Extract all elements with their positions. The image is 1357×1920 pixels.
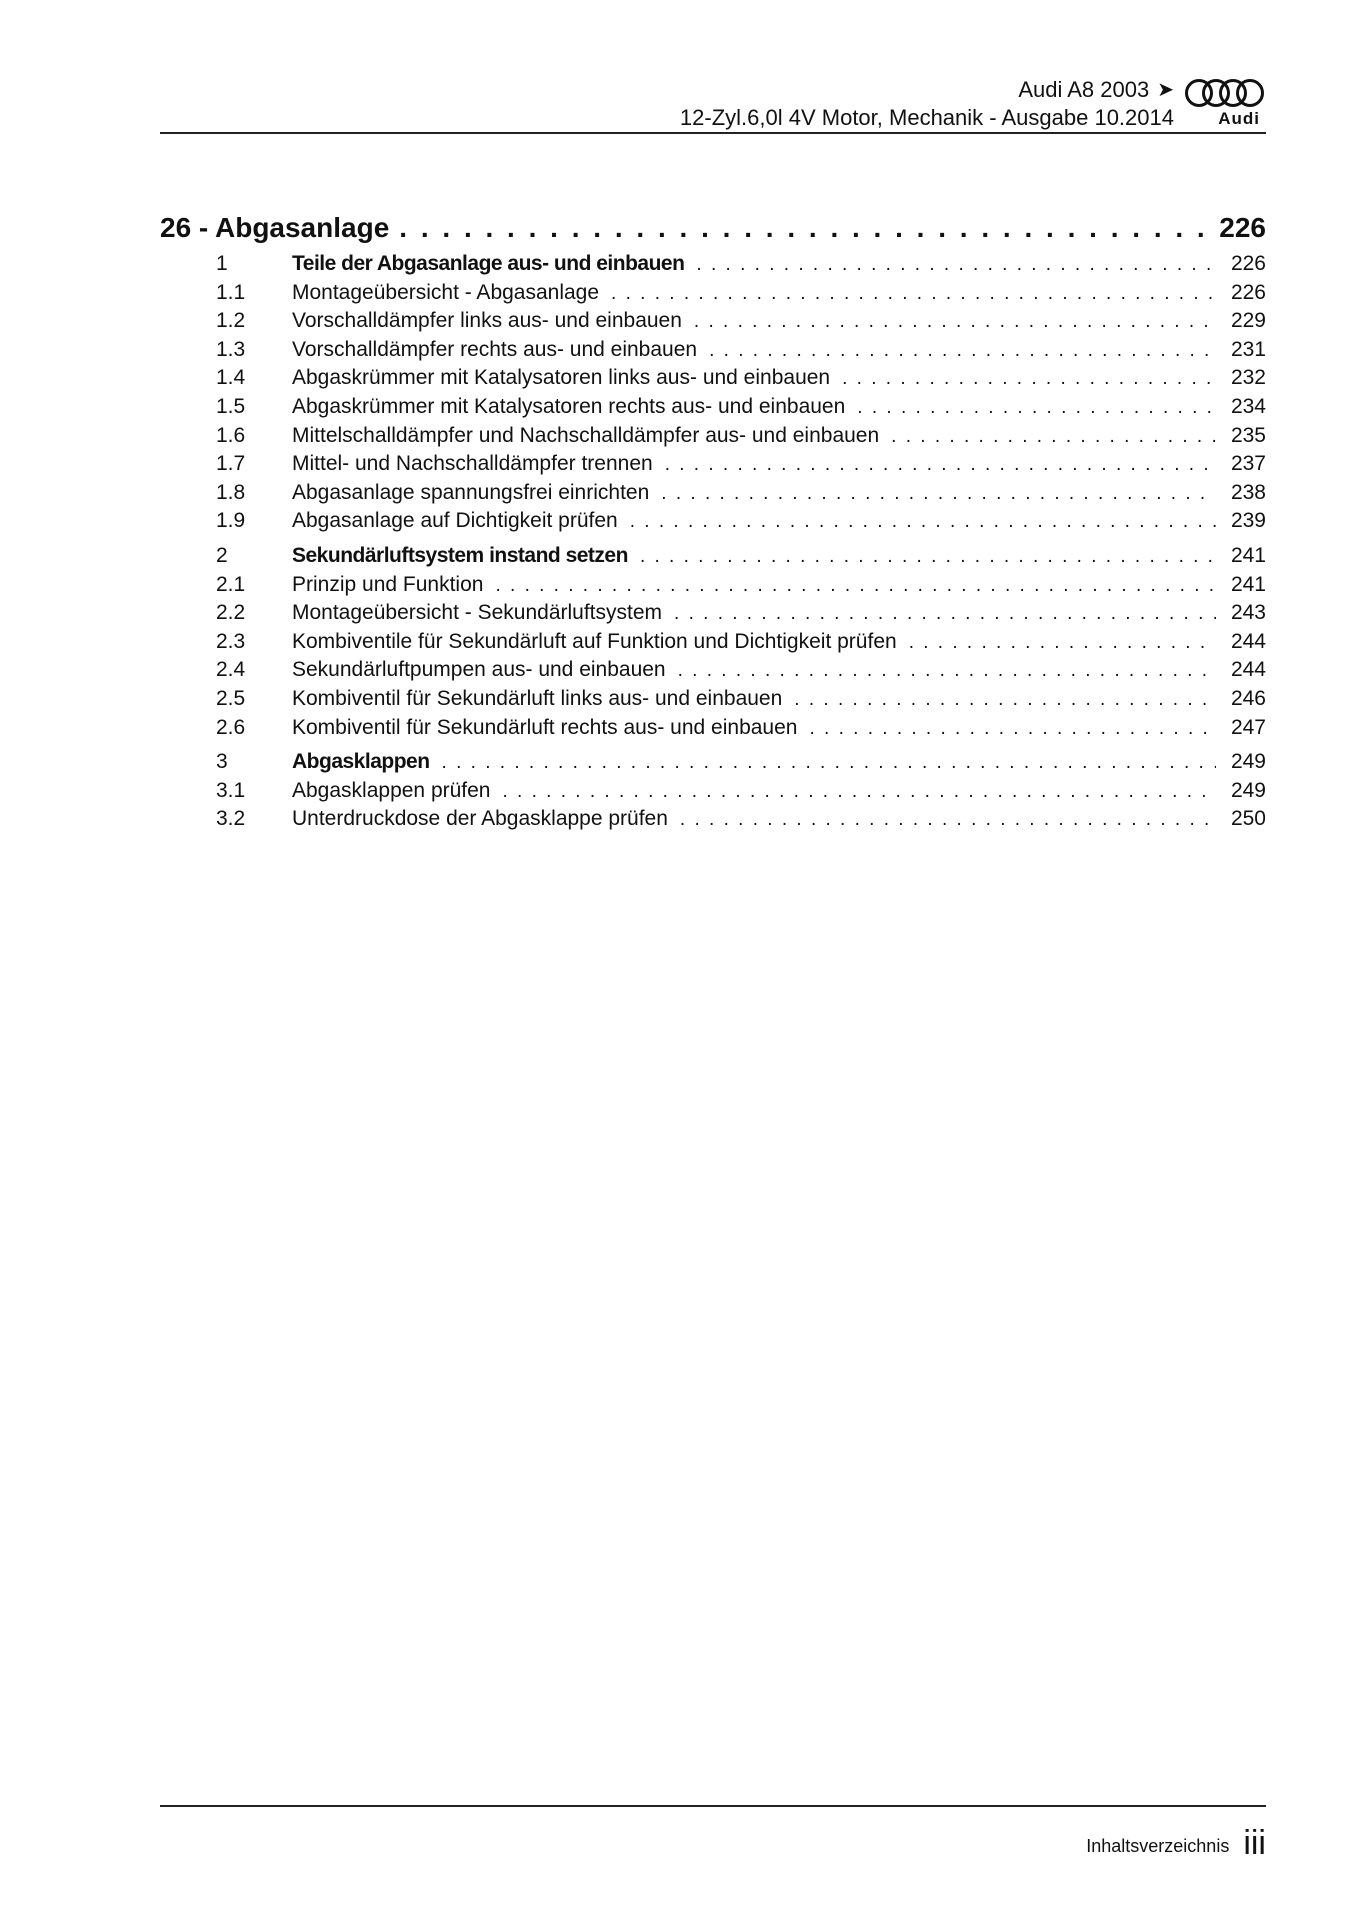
entry-title: Sekundärluftpumpen aus- und einbauen [292,658,666,682]
entry-title: Teile der Abgasanlage aus- und einbauen [292,252,685,275]
entry-number: 1.1 [216,280,246,304]
entry-title: Mittel- und Nachschalldämpfer trennen [292,452,653,476]
toc-entry[interactable] [160,364,1266,393]
header-model-line [680,76,1174,104]
toc-entry[interactable] [160,307,1266,336]
manual-subtitle: 12-Zyl.6,0l 4V Motor, Mechanik - Ausgabe 10.2014 [679,105,1174,130]
dot-leader [630,508,1216,537]
entry-page: 234 [1230,394,1266,418]
entry-page: 235 [1230,423,1266,447]
header-text [680,76,1174,132]
footer-label: Inhaltsverzeichnis [1086,1836,1230,1856]
entry-page: 229 [1230,309,1266,333]
entry-number: 3.1 [216,778,246,802]
entry-page: 226 [1230,252,1266,275]
entry-number: 2.5 [216,686,246,710]
toc-entry[interactable] [160,571,1266,600]
toc-entry[interactable] [160,714,1266,743]
entry-page: 247 [1230,715,1266,739]
page-footer [1086,1826,1266,1860]
entry-number: 2.1 [216,572,246,596]
entry-number: 2.2 [216,601,246,625]
entry-title: Kombiventile für Sekundärluft auf Funktion und Dichtigkeit prüfen [292,629,897,653]
dot-leader [665,451,1216,480]
entry-title: Kombiventil für Sekundärluft rechts aus- und einbauen [292,715,798,739]
entry-page: 238 [1230,480,1266,504]
dot-leader [503,778,1217,807]
entry-title: Abgaskrümmer mit Katalysatoren rechts aus- und einbauen [292,394,846,418]
toc-entry[interactable] [160,336,1266,365]
entry-title: Abgasanlage spannungsfrei einrichten [292,480,650,504]
dot-leader [891,423,1216,452]
dot-leader [442,749,1216,778]
entry-number: 1.6 [216,423,246,447]
entry-title: Unterdruckdose der Abgasklappe prüfen [292,807,668,831]
entry-title: Vorschalldämpfer links aus- und einbauen [292,309,682,333]
entry-page: 232 [1230,366,1266,390]
entry-number: 3.2 [216,807,246,831]
toc-section-entry[interactable] [160,250,1266,279]
toc-entry[interactable] [160,279,1266,308]
entry-title: Sekundärluftsystem instand setzen [292,543,628,567]
entry-page: 241 [1230,572,1266,596]
dot-leader [680,806,1216,835]
entry-page: 226 [1230,280,1266,304]
entry-page: 250 [1230,807,1266,831]
dot-leader [842,365,1216,394]
entry-page: 231 [1230,337,1266,361]
toc-entry[interactable] [160,599,1266,628]
entry-title: Kombiventil für Sekundärluft links aus- und einbauen [292,686,783,710]
chapter-page: 226 [1219,212,1266,243]
toc-entry[interactable] [160,777,1266,806]
entry-number: 1.5 [216,394,246,418]
entry-number: 3 [216,750,228,774]
entry-title: Abgasklappen prüfen [292,778,491,802]
toc-entry[interactable] [160,422,1266,451]
dot-leader [678,657,1216,686]
entry-page: 239 [1230,509,1266,533]
entry-number: 2.4 [216,658,246,682]
entry-title: Abgasanlage auf Dichtigkeit prüfen [292,509,618,533]
toc-section-entry[interactable] [160,542,1266,571]
toc-entry[interactable] [160,628,1266,657]
entry-title: Abgasklappen [292,750,430,774]
dot-leader [640,543,1216,572]
audi-wordmark: Audi [1218,109,1260,128]
toc-entry[interactable] [160,479,1266,508]
entry-title: Mittelschalldämpfer und Nachschalldämpfer aus- und einbauen [292,423,880,447]
entry-page: 249 [1230,778,1266,802]
entry-number: 1.8 [216,480,246,504]
entry-number: 2.6 [216,715,246,739]
toc-entry-list [160,250,1266,834]
dot-leader [674,600,1216,629]
toc-entry[interactable] [160,656,1266,685]
entry-page: 244 [1230,658,1266,682]
entry-title: Montageübersicht - Sekundärluftsystem [292,601,663,625]
toc-entry[interactable] [160,805,1266,834]
entry-page: 246 [1230,686,1266,710]
audi-rings-logo [1184,78,1266,128]
toc-entry[interactable] [160,507,1266,536]
arrow-right-icon: ➤ [1157,79,1174,101]
chapter-title: 26 - Abgasanlage [160,212,390,243]
entry-title: Vorschalldämpfer rechts aus- und einbauen [292,337,698,361]
dot-leader [709,337,1216,366]
dot-leader [661,480,1216,509]
entry-title: Prinzip und Funktion [292,572,484,596]
dot-leader [694,308,1216,337]
entry-page: 243 [1230,601,1266,625]
page-header [160,76,1266,134]
entry-number: 1.9 [216,509,246,533]
dot-leader [857,394,1216,423]
entry-page: 244 [1230,629,1266,653]
entry-number: 1 [216,252,228,275]
table-of-contents [160,208,1266,834]
footer-page-number: iii [1243,1824,1266,1862]
entry-number: 2.3 [216,629,246,653]
footer-rule [160,1805,1266,1807]
chapter-heading[interactable] [160,208,1266,248]
audi-rings-icon [1184,78,1266,108]
toc-entry[interactable] [160,450,1266,479]
dot-leader [495,572,1216,601]
dot-leader [909,629,1216,658]
entry-title: Montageübersicht - Abgasanlage [292,280,600,304]
entry-number: 1.4 [216,366,246,390]
entry-page: 241 [1230,543,1266,567]
entry-number: 1.3 [216,337,246,361]
dot-leader [611,280,1216,309]
entry-number: 2 [216,543,228,567]
entry-page: 249 [1230,750,1266,774]
vehicle-model: Audi A8 2003 [1018,77,1150,102]
toc-section-entry[interactable] [160,748,1266,777]
entry-title: Abgaskrümmer mit Katalysatoren links aus- und einbauen [292,366,831,390]
dot-leader [399,208,1208,248]
dot-leader [809,715,1216,744]
entry-number: 1.7 [216,452,246,476]
dot-leader [696,251,1216,280]
dot-leader [794,686,1216,715]
toc-entry[interactable] [160,685,1266,714]
entry-page: 237 [1230,452,1266,476]
entry-number: 1.2 [216,309,246,333]
toc-entry[interactable] [160,393,1266,422]
